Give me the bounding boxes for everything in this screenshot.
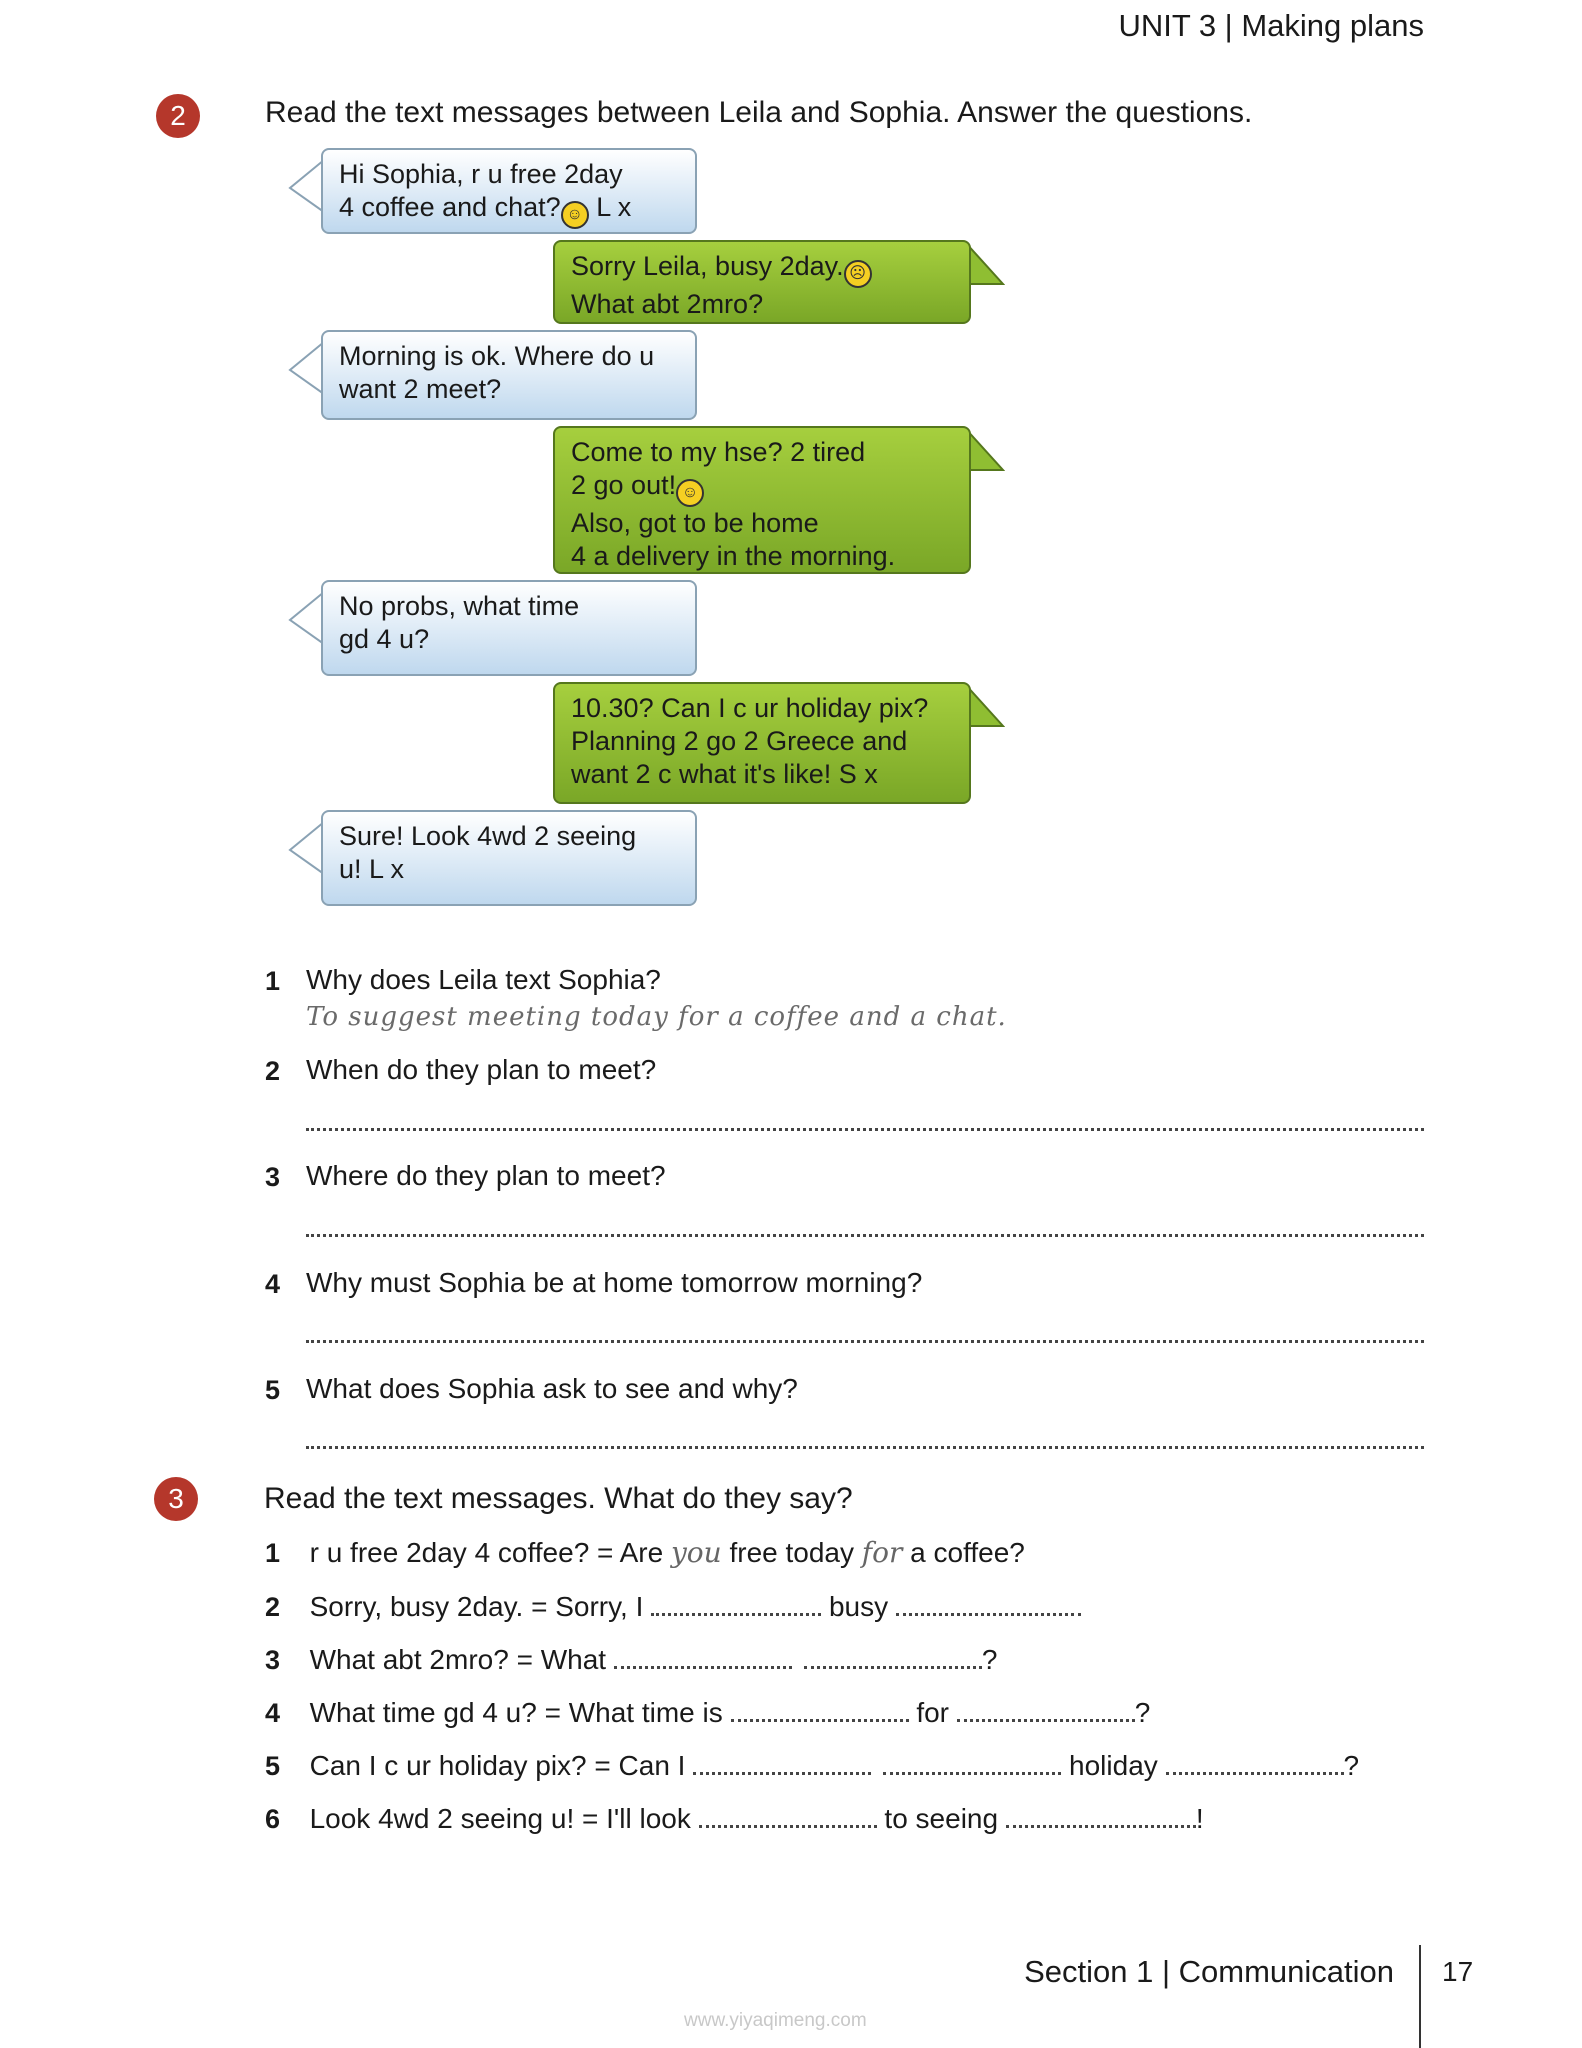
message-line: Sorry Leila, busy 2day.	[571, 251, 844, 281]
message-bubble-leila	[321, 580, 697, 676]
item-text: What time gd 4 u? = What time is	[309, 1697, 731, 1728]
message-line: 2 go out!	[571, 470, 677, 500]
question-number: 2	[265, 1056, 281, 1086]
blank[interactable]	[1006, 1801, 1196, 1828]
exercise-3-title: Read the text messages. What do they say?	[264, 1482, 853, 1515]
blank[interactable]	[651, 1589, 821, 1616]
question-text: What does Sophia ask to see and why?	[306, 1373, 798, 1404]
smiley-icon: ☺	[676, 479, 704, 507]
item-text: to seeing	[876, 1803, 1006, 1834]
unit-header: UNIT 3 | Making plans	[1118, 8, 1424, 43]
exercise-3-item	[265, 1536, 1025, 1569]
blank[interactable]	[896, 1589, 1081, 1616]
message-bubble-leila	[321, 810, 697, 906]
item-text: holiday	[1061, 1750, 1166, 1781]
item-text: for	[908, 1697, 957, 1728]
item-number: 5	[265, 1751, 281, 1781]
item-text: !	[1195, 1803, 1204, 1834]
item-text: Sorry, busy 2day. = Sorry, I	[309, 1591, 652, 1622]
question-text: Where do they plan to meet?	[306, 1160, 666, 1191]
bubble-tail-right	[965, 426, 1005, 476]
smiley-icon: ☺	[561, 201, 589, 229]
message-line: want 2 meet?	[339, 374, 502, 404]
question-text: Why does Leila text Sophia?	[306, 964, 661, 995]
message-line: 10.30? Can I c ur holiday pix?	[571, 693, 929, 723]
exercise-3-item	[265, 1695, 1150, 1729]
message-line: 4 coffee and chat?	[339, 192, 561, 222]
message-line: want 2 c what it's like! S x	[571, 759, 878, 789]
page-number: 17	[1442, 1956, 1474, 1987]
message-line: Sure! Look 4wd 2 seeing	[339, 821, 637, 851]
handwritten-answer: you	[670, 1536, 722, 1569]
question-text: When do they plan to meet?	[306, 1054, 657, 1085]
message-line: Hi Sophia, r u free 2day	[339, 159, 623, 189]
item-text: r u free 2day 4 coffee? = Are	[309, 1537, 671, 1568]
item-text: ?	[981, 1644, 998, 1675]
message-bubble-sophia	[553, 682, 971, 804]
item-number: 3	[265, 1645, 281, 1675]
blank[interactable]	[957, 1695, 1135, 1722]
message-line: No probs, what time	[339, 591, 580, 621]
section-footer: Section 1 | Communication	[1024, 1954, 1394, 1989]
sample-answer: To suggest meeting today for a coffee and a chat.	[306, 1002, 1007, 1032]
blank[interactable]	[1166, 1748, 1344, 1775]
question-number: 5	[265, 1375, 281, 1405]
bubble-tail-left	[288, 590, 324, 650]
exercise-3-item	[265, 1801, 1204, 1835]
item-number: 4	[265, 1698, 281, 1728]
item-number: 6	[265, 1804, 281, 1834]
message-bubble-sophia	[553, 240, 971, 324]
question-number: 1	[265, 966, 281, 996]
handwritten-answer: for	[861, 1536, 903, 1569]
item-text: What abt 2mro? = What	[309, 1644, 614, 1675]
item-text: ?	[1343, 1750, 1360, 1781]
message-line: Planning 2 go 2 Greece and	[571, 726, 908, 756]
message-line: Morning is ok. Where do u	[339, 341, 655, 371]
exercise-3-item	[265, 1748, 1359, 1782]
sad-face-icon: ☹	[844, 260, 872, 288]
watermark: www.yiyaqimeng.com	[684, 2010, 867, 2031]
bubble-tail-left	[288, 340, 324, 400]
bubble-tail-right	[965, 240, 1005, 290]
blank[interactable]	[693, 1748, 871, 1775]
item-number: 1	[265, 1538, 281, 1568]
question-text: Why must Sophia be at home tomorrow morning?	[306, 1267, 923, 1298]
item-text: busy	[821, 1591, 896, 1622]
message-line: 4 a delivery in the morning.	[571, 541, 896, 571]
bubble-tail-left	[288, 820, 324, 880]
message-signoff: L x	[588, 192, 632, 222]
item-text: free today	[721, 1537, 862, 1568]
item-text: ?	[1134, 1697, 1151, 1728]
exercise-2-badge: 2	[156, 94, 200, 138]
message-bubble-leila	[321, 330, 697, 420]
question-number: 3	[265, 1162, 281, 1192]
exercise-2-title: Read the text messages between Leila and Sophia. Answer the questions.	[265, 96, 1253, 129]
footer-divider	[1419, 1945, 1421, 2048]
exercise-3-item	[265, 1642, 997, 1676]
item-text: Look 4wd 2 seeing u! = I'll look	[309, 1803, 699, 1834]
answer-line[interactable]	[306, 1128, 1424, 1131]
message-line: What abt 2mro?	[571, 289, 764, 319]
exercise-3-badge: 3	[154, 1477, 198, 1521]
message-line: Also, got to be home	[571, 508, 819, 538]
message-line: u! L x	[339, 854, 405, 884]
blank[interactable]	[883, 1748, 1061, 1775]
item-number: 2	[265, 1592, 281, 1622]
blank[interactable]	[699, 1801, 877, 1828]
blank[interactable]	[731, 1695, 909, 1722]
answer-line[interactable]	[306, 1340, 1424, 1343]
question-number: 4	[265, 1269, 281, 1299]
bubble-tail-left	[288, 158, 324, 218]
answer-line[interactable]	[306, 1446, 1424, 1449]
message-bubble-leila	[321, 148, 697, 234]
blank[interactable]	[614, 1642, 792, 1669]
answer-line[interactable]	[306, 1234, 1424, 1237]
message-line: gd 4 u?	[339, 624, 430, 654]
exercise-3-item	[265, 1589, 1081, 1623]
blank[interactable]	[804, 1642, 982, 1669]
item-text: Can I c ur holiday pix? = Can I	[309, 1750, 694, 1781]
message-bubble-sophia	[553, 426, 971, 574]
item-text: a coffee?	[902, 1537, 1025, 1568]
message-line: Come to my hse? 2 tired	[571, 437, 866, 467]
bubble-tail-right	[965, 682, 1005, 732]
